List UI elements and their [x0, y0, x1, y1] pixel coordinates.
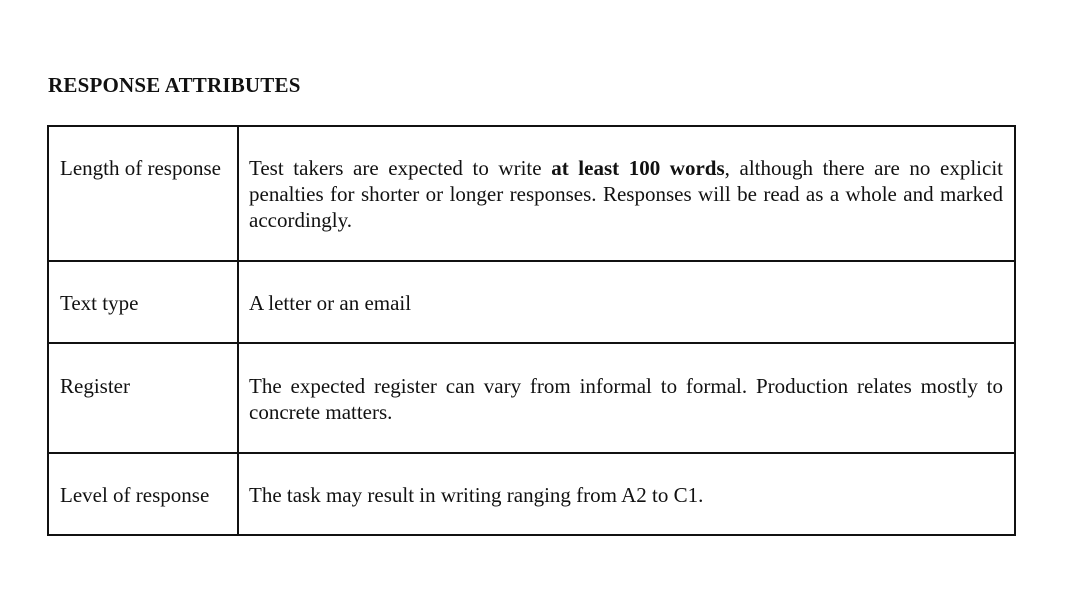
row-label: [48, 343, 238, 453]
table-row: [48, 453, 1015, 535]
row-value: [238, 126, 1015, 261]
row-value-emphasis: at least 100 words: [551, 156, 725, 180]
table-row: [48, 126, 1015, 261]
row-value: [238, 453, 1015, 535]
row-value: [238, 343, 1015, 453]
section-heading: RESPONSE ATTRIBUTES: [48, 73, 301, 97]
row-label-text: Register: [60, 374, 130, 398]
row-label: [48, 453, 238, 535]
table-row: [48, 261, 1015, 343]
response-attributes-table: [47, 125, 1016, 536]
row-value-text: The task may result in writing ranging from A2 to C1.: [249, 483, 704, 507]
row-label-text: Level of response: [60, 483, 210, 507]
table-row: [48, 343, 1015, 453]
row-value-text: The expected register can vary from informal to formal. Production relates mostly to concrete matters.: [249, 374, 1003, 424]
row-label-text: Text type: [60, 291, 139, 315]
row-label: [48, 126, 238, 261]
row-value-text: A letter or an email: [249, 291, 412, 315]
row-value-text: Test takers are expected to write: [249, 156, 552, 180]
row-value: [238, 261, 1015, 343]
row-value-text-continued: , although there are no explicit penalties for shorter or longer responses. Responses will be read as a whole and marked accordingly.: [249, 156, 1003, 232]
row-label: [48, 261, 238, 343]
row-label-text: Length of response: [60, 156, 221, 180]
